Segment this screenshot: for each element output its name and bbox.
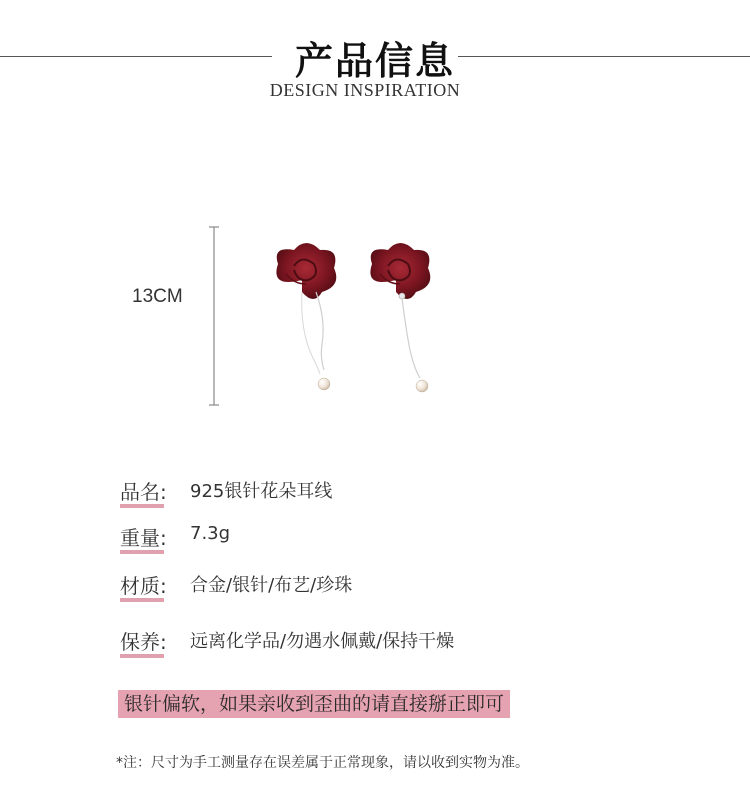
spec-value: 合金/银针/布艺/珍珠 <box>190 575 353 596</box>
page-subtitle: DESIGN INSPIRATION <box>269 80 461 100</box>
spec-underline <box>120 504 164 508</box>
right-earring-icon <box>370 243 430 392</box>
spec-label: 重量: <box>120 526 167 550</box>
earring-image <box>264 240 444 410</box>
spec-label: 保养: <box>120 630 167 654</box>
size-ruler-icon <box>208 226 220 406</box>
spec-label: 品名: <box>120 480 167 504</box>
spec-value: 7.3g <box>190 523 231 544</box>
footnote: *注：尺寸为手工测量存在误差属于正常现象，请以收到实物为准。 <box>116 755 529 771</box>
spec-label: 材质: <box>120 574 167 598</box>
spec-value: 远离化学品/勿遇水佩戴/保持干燥 <box>190 631 455 652</box>
page-title: 产品信息 <box>294 39 455 83</box>
left-earring-icon <box>276 243 336 390</box>
spec-underline <box>120 654 164 658</box>
notice-banner: 银针偏软，如果亲收到歪曲的请直接掰正即可 <box>118 690 510 718</box>
spec-value: 925银针花朵耳线 <box>190 481 333 502</box>
spec-underline <box>120 550 164 554</box>
size-label: 13CM <box>132 286 183 307</box>
spec-underline <box>120 598 164 602</box>
